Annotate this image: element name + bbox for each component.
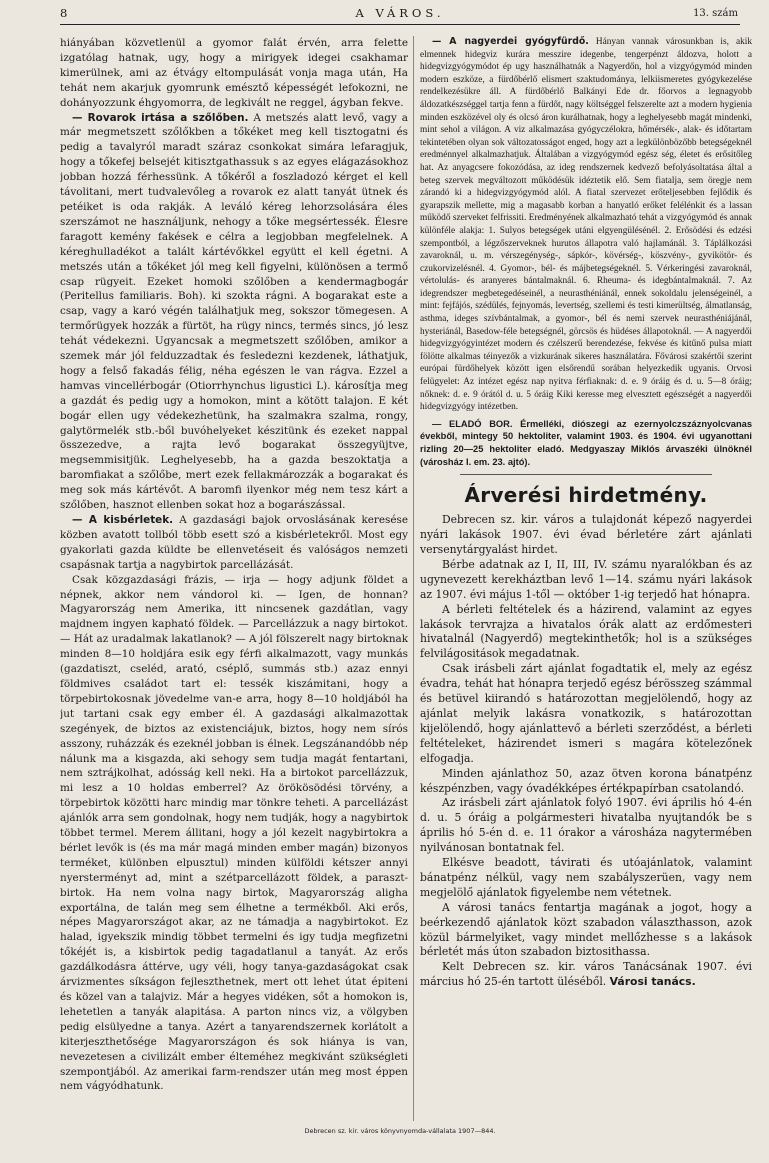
newspaper-title: A VÁROS.	[355, 6, 445, 20]
article-kisberletek-quote: Csak közgazdasági frázis, — irja — hogy adjunk földet a népnek, akkor nem vándorol ki. — Igen, de honnan? Magyarország nem Amerika, itt nincsenek gazdátlan, vagy majdnem ingyen kapható földek. — Parcellázzuk a nagy birtokot. — Hát az uradalmak lakatlanok? — A jól fölszerelt nagy birtoknak minden 8—10 holdjára esik egy férfi alkalmazott, vagy munkás (gazdatiszt, cseléd, arató, cséplő, summás stb.) azaz ennyi földmives családot tart el: tessék kiszámitani, hogy a törpebirtokosnak jövedelme van-e arra, hogy 8—10 holdjából ha jut tartani csak egy ember él. A gazdasági alkalmazottak szegények, de biztos az existenciájuk, biztos, hogy nem sírós asszony, ruházzák és ezeknél jobban is élnek. Legszánandóbb nép nálunk ma a kisgazda, aki sehogy sem tudja magát fentartani, nem sztrájkolhat, adósság kell neki. Ha a birtokot parcellázzuk, mi lesz a 10 holdas emberrel? Az örökösödési törvény, a törpebirtok közötti harc mindig mar tönkre teheti. A parcellázást ajánlók arra sem gondolnak, hogy nem tudják, hogy a nagybirtok többet termel. Merem állitani, hogy a jól kezelt nagybirtokra a bérlet levők is (és ma már magá minden ember magán) bizonyos terméket, különben elpusztul) minden külföldi kétszer annyi nyersterményt ad, mint a szétparcellázott földek, a paraszt-birtok. Ha nem volna nagy birtok, Magyarország aligha exportálna, de talán meg sem élhetne a termékből. Aki erős, népes Magyarországot akar, az ne támadja a nagybirtokot. Ez halad, igyekszik mindig többet termelni és igy tudja megfizetni tőkéjét is, a kisbirtok pedig tagadatlanul a tanyát. Az erős gazdálkodásra áttérve, ugy véli, hogy tanya-gazdaságokat csak árvizmentes síkságon fejleszthetnek, mert ott lehet útat épiteni és közel van a talajviz. Már a hegyes vidéken, sőt a homokon is, lehetetlen a tanyák alapitása. A parton nincs viz, a völgyben pedig elsülyedne a tanya. Azért a tanyarendszernek korlátolt a kiterjeszthetősége Magyarországon és sok hiánya is van, nevezetesen a civilizált ember élteméhez megkivánt szükségleti szempontjából. Az amerikai farm-rendszer után meg most éppen nem vágyódhatunk.	[60, 573, 408, 1093]
article-kisberletek	[60, 513, 408, 573]
section-rule	[460, 474, 712, 475]
article-continuation: hiányában közvetlenül a gyomor falát érvén, arra felette izgatólag hatnak, ugy, hogy a mirigyek idegei csakhamar kimerülnek, ami az étvágy eltompulását vonja maga után, Ha tehát nem akarjuk gyomrunk emésztő képességét lefokozni, ne dohányozzunk éhgyomorra, de legkivált ne reggel, ágyban fekve.	[60, 37, 408, 109]
left-column	[60, 36, 408, 1121]
article-rovarok-body: A metszés alatt levő, vagy a már megmetszett szőlőkben a tőkéket meg kell tisztogatni és pedig a tavalyról maradt száraz csonkokat simára lefaragjuk, hogy a tőkefej belsejét kitisztgathassuk s az egyes elágazásokhoz jobban hozzá férhessünk. A tőkéről a foszladozó kérget el kell távolitani, mert tudvalevőleg a rovarok ez alatt tanyát ütnek és petéiket is oda rakják. A leváló kéreg lehorzsolására éles szerszámot ne használjunk, nehogy a tőke megsértessék. Élesre faragott kemény fakések e célra a legjobban megfelelnek. A kéreghulladékot a talált kártévőkkel együtt el kell égetni. A metszés után a tőkéket jól meg kell figyelni, különösen a termő csap rügyeit. Ezeket homoki szőlőben a kendermagbogár (Peritellus familiaris. Boh). ki szokta rágni. A bogarakat este a csap, vagy a karó végén találhatjuk meg, sokszor tömegesen. A termőrügyek hozzák a fürtöt, ha rügy nincs, termés sincs, jó lesz tehát védekezni. Ugyancsak a megmetszett szőlőben, amikor a szemek már jól felduzzadtak és fesledezni kezdenek, láthatjuk, hogy a felső fakadás félig, néha egészen le van rágva. Ezzel a hamvas vincellérbogár (Otiorrhynchus ligustici L). károsítja meg a gazdát és pedig ugy a homokon, mint a kötött talajon. E két bogár ellen ugy védekezhetünk, ha szalmakra szalma, rongy, galytörmelék stb.-ből buvóhelyeket készitünk és ezeket nappal összezedve, a rajta levő bogarakat összegyüjtve, megsemmisitjük. Leghelyesebb, ha a gazda beszoktatja a baromfiakat a szőlőbe, mert ezek fellakmározzák a bogarakat és meg sok más kártévőt. A baromfi ilyenkor még nem tesz kárt a szőlőben, hasznot ellenben sokat hoz a bogarászással.	[60, 111, 408, 512]
auction-notice	[420, 513, 752, 990]
article-rovarok-title: — Rovarok irtása a szőlőben.	[72, 111, 249, 124]
auction-paragraph: Bérbe adatnak az I, II, III, IV. számu nyaralókban és az ugynevezett kerekháztban levő 1—14. számu nyári lakások az 1907. évi május 1-től — október 1-ig terjedő hat hónapra.	[420, 557, 752, 601]
auction-paragraph: Minden ajánlathoz 50, azaz ötven korona bánatpénz készpénzben, vagy óvadékképes értékpapírban csatolandó.	[420, 766, 752, 795]
auction-signature-line	[420, 960, 752, 990]
printer-footer: Debrecen sz. kir. város könyvnyomda-vállalata 1907—844.	[304, 1127, 496, 1135]
article-rovarok	[60, 111, 408, 513]
page-header	[60, 6, 740, 25]
column-divider	[413, 36, 414, 1121]
auction-title: Árverési hirdetmény.	[464, 483, 708, 508]
auction-date-text: Kelt Debrecen sz. kir. város Tanácsának 1907. évi március hó 25-én tartott üléséből.	[420, 960, 752, 989]
article-nagyerdei	[420, 36, 752, 414]
right-column	[420, 36, 752, 1121]
auction-paragraph: Debrecen sz. kir. város a tulajdonát képező nagyerdei nyári lakások 1907. évi évad bérletére zárt ajánlati versenytárgyalást hirdet.	[420, 513, 752, 556]
article-nagyerdei-body: Hányan vannak városunkban is, akik elmennek hidegviz kurára messzire idegenbe, tengerpénzt áldozva, holott a hidegvizgyógymódot ép ugy használhatnák a Nagyerdőn, hol a vizgyógymód minden modern eszköze, a fürdőbérlő elismert szaktudománya, lelkiismeretes gyógykezelése rendelkezésükre áll. A fürdőbérlő Balkányi Ede dr. főorvos a legnagyobb áldozatkészséggel tartja fenn a fürdőt, nagy költséggel felszerelte azt a modern hygienia minden eszközével oly és olcsó áron kurálhatnak, hogy a leghelyesebb magát mindenki, mint sehol a világon. A viz alkalmazása gyógyczélokra, hőmérsék-, alak- és időtartam tekintetében olyan sok változatosságot enged, hogy azt a legkülönbözőbb betegségeknél eredménnyel alkalmazhatjuk. Általában a vizgyógymód egész ség, életet és erősitőleg hat. Az anyagcsere fokozódása, az ideg rendszernek kedvező befolyásoltatása által a beteg szervek megváltozott működésük idéztetik elő. Sem fiatalja, sem öregje nem zárandó ki a hidegvizgyógymód alól. A fiatal szervezet erőteljesebben fejlődik és gyarapszik mellette, mig a magasabb korban a hanyatló erőket felélénkit és a lassan működő szerveket felfrissiti. Eredményének alkalmazható tehát a vizgyógymód és annak különféle alakja: 1. Sulyos betegségek utáni elgyengülésénél. 2. Erősödési és edzési szempontból, a légzőszerveknek hurutos állapotra való hajlamánál. 3. Táplálkozási zavaroknál, u. m. vérszegénység-, sápkór-, kövérség-, köszvény-, gyvikötör- és czukorvizelésnél. 4. Gyomor-, bél- és májbetegségeknél. 5. Vérkeringési zavaroknál, vértolulás- és aranyeres bántalmaknál. 6. Rheuma- és idegbántalmaknál. 7. Az idegrendszer megbetegedéseinél, a neurasthéniánál, ennek sokoldalu jelenségeinél, a mint: fejfájós, szédülés, fejnyomás, levertség, szellemi és testi kimerültség, álmatlanság, asthma, ideges szívbántalmak, a gyomor-, bél és nemi szervek neurasthéniájánál, hysteriánál, Basedow-féle betegségnél, görcsös és hüdéses állapotoknál. — A nagyerdői hidegvizgyógyintézet modern és czélszerű berendezése, fekvése és kitűnő pulsa miatt fölötte alkalmas téinyezők a vizkurának sikeres használatára. Fővárosi szakértői szerint európai fürdőhelyek között igen elsőrendű sorában helyezkedik ugyanis. Orvosi felügyelet: Az intézet egész nap nyitva férfiaknak: d. e. 9 óráig és d. u. 5—8 óráig; nőknek: d. e. 9 órától d. u. 5 óráig Kiki keresse meg elvesztett egészségét a nagyerdői hidegvizgyógy intézetben.	[420, 37, 752, 413]
auction-paragraph: Elkésve beadott, távirati és utóajánlatok, valamint bánatpénz nélkül, vagy nem szabályszerüen, vagy nem megjelölő ajánlatok figyelembe nem vétetnek.	[420, 856, 752, 899]
auction-paragraph: Az irásbeli zárt ajánlatok folyó 1907. évi április hó 4-én d. u. 5 óráig a polgármesteri hivatalba nyujtandók be s április hó 5-én d. e. 11 órakor a városháza nagytermében nyilvánosan bontatnak fel.	[420, 796, 752, 855]
wine-sale-ad: — ELADÓ BOR. Érmelléki, diószegi az ezernyolczszáznyolcvanas évekből, mintegy 50 hektoliter, valamint 1903. és 1904. évi ugyanottani rizling 20—25 hektoliter eladó. Medgyaszay Miklós árvaszéki ülnöknél (városház I. em. 23. ajtó).	[420, 418, 752, 467]
auction-paragraph: A városi tanács fentartja magának a jogot, hogy a beérkezendő ajánlatok közt szabadon választhasson, azok közül bármelyiket, vagy mindet mellőzhesse s a lakások bérletét más úton szabadon biztosithassa.	[420, 900, 752, 959]
page-number: 8	[60, 6, 68, 20]
issue-number: 13. szám	[693, 8, 738, 19]
article-kisberletek-body: A gazdasági bajok orvoslásának keresése közben avatott tollból több esett szó a kisbérletekről. Most egy gyakorlati gazda küldte be ellenvetéseit és valóságos nemzeti csapásnak tartja a nagybirtok parcellázását.	[60, 514, 408, 571]
article-nagyerdei-title: — A nagyerdei gyógyfürdő.	[432, 36, 589, 47]
auction-signature: Városi tanács.	[609, 975, 696, 989]
auction-paragraph: Csak irásbeli zárt ajánlat fogadtatik el, mely az egész évadra, tehát hat hónapra terjedő egész bérösszeg számmal és betüvel kiirandó s határozottan megjelölendő, hogy az ajánlat melyik lakásra vonatkozik, s határozottan kijelölendő, hogy ajánlattevő a bérleti szerződést, a bérleti feltételeket, házirendet ismeri s magára kötelezőnek elfogadja.	[420, 662, 752, 765]
article-kisberletek-title: — A kisbérletek.	[72, 514, 174, 526]
auction-paragraph: A bérleti feltételek és a házirend, valamint az egyes lakások tervrajza a hivatalos órák alatt az erdőmesteri hivatalnál (Nagyerdő) megtekinthetők; hol is a szükséges felvilágositások megadatnak.	[420, 602, 752, 661]
